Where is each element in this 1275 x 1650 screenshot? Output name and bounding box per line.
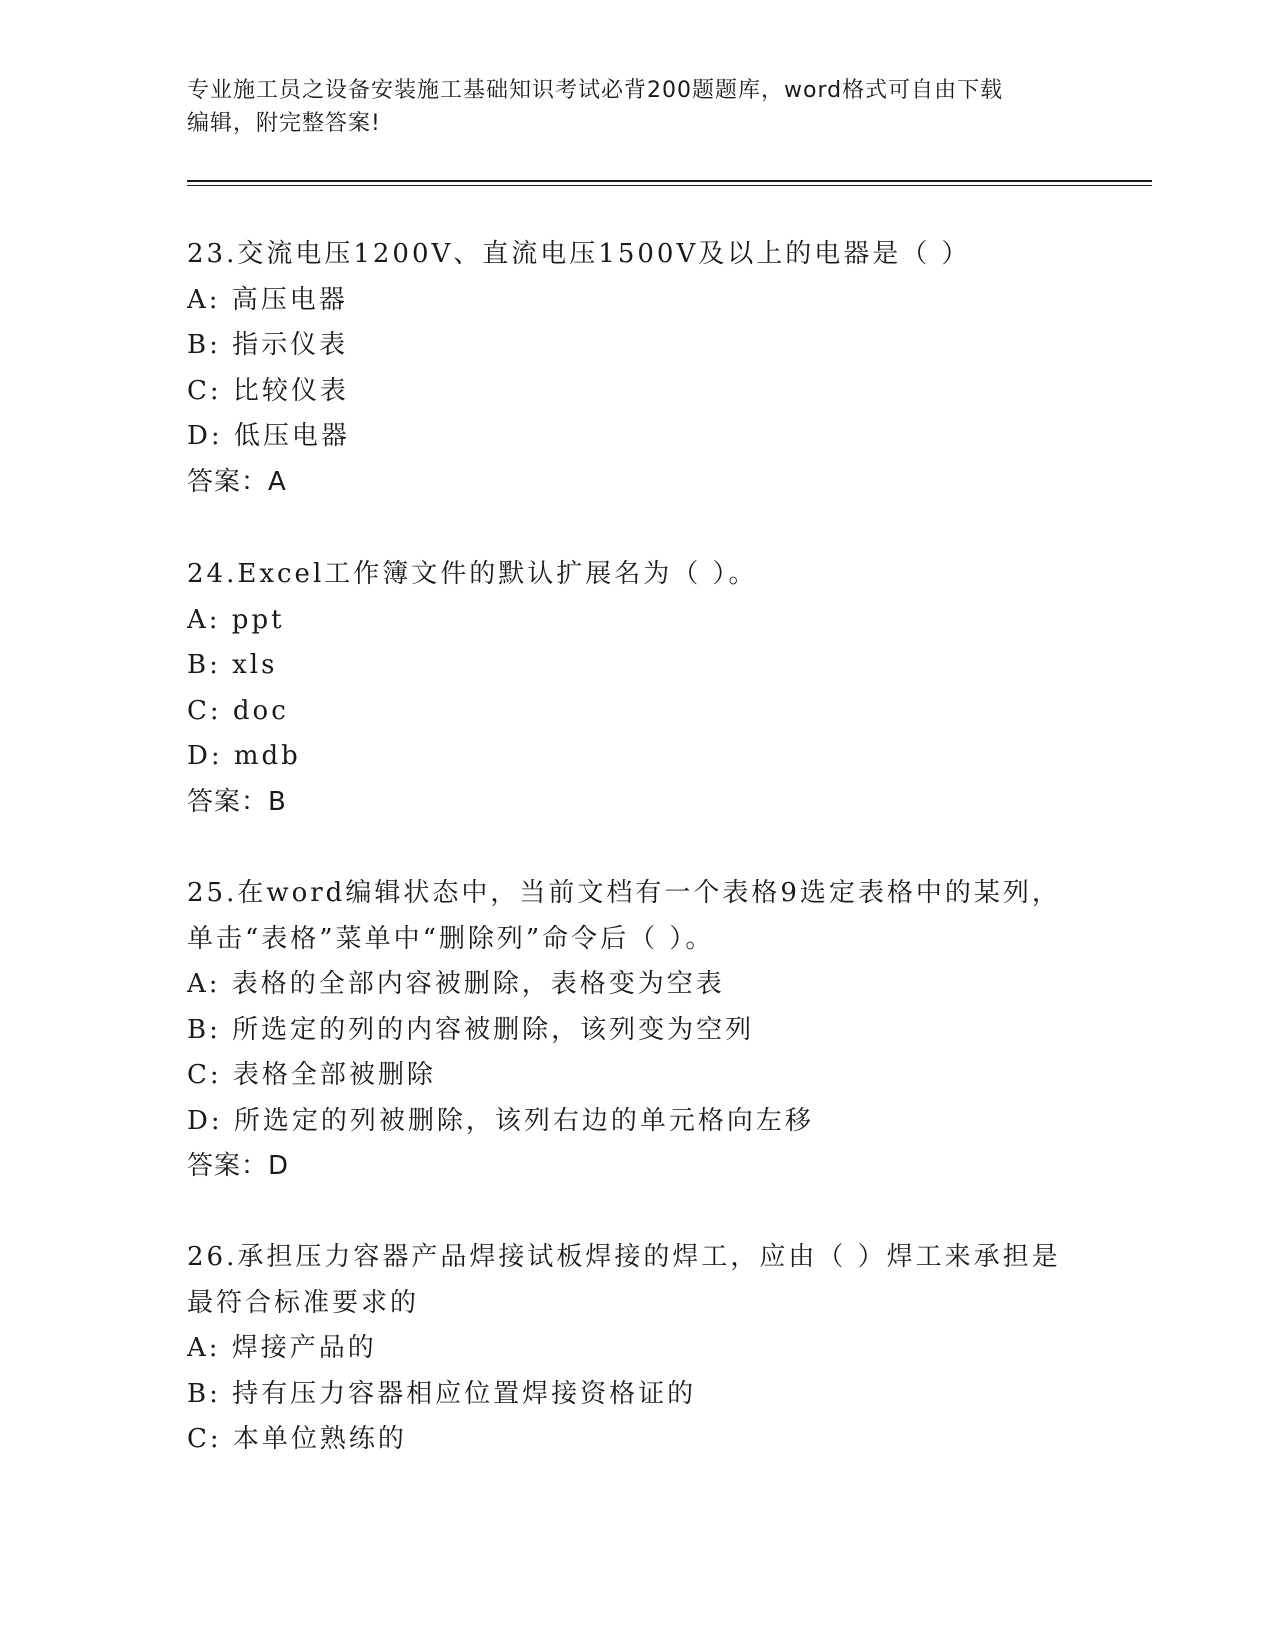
option-c: C: 表格全部被删除: [187, 1060, 436, 1090]
question-24: [187, 552, 1087, 825]
question-stem: 23.交流电压1200V、直流电压1500V及以上的电器是（ ）: [187, 239, 971, 269]
question-23: [187, 232, 1087, 505]
option-b: B: 指示仪表: [187, 330, 349, 360]
header-line-1: 专业施工员之设备安装施工基础知识考试必背200题题库，word格式可自由下载: [187, 78, 1004, 103]
option-d: D: 所选定的列被删除，该列右边的单元格向左移: [187, 1105, 814, 1136]
option-c: C: 比较仪表: [187, 375, 349, 406]
question-26: [187, 1235, 1087, 1463]
question-stem-line-1: 26.承担压力容器产品焊接试板焊接的焊工，应由（ ）焊工来承担是: [187, 1242, 1061, 1272]
option-d: D: 低压电器: [187, 421, 350, 451]
header-line-2: 编辑，附完整答案!: [187, 111, 381, 136]
answer: 答案：D: [187, 1151, 290, 1181]
option-a: A: 焊接产品的: [187, 1333, 377, 1363]
option-b: B: xls: [187, 650, 278, 680]
option-d: D: mdb: [187, 741, 301, 771]
answer: 答案：B: [187, 786, 287, 817]
option-b: B: 持有压力容器相应位置焊接资格证的: [187, 1378, 697, 1409]
header-divider-thick: [187, 180, 1152, 182]
document-header: [187, 74, 1087, 140]
question-stem: 24.Excel工作簿文件的默认扩展名为（ ）。: [187, 559, 758, 589]
question-stem-line-1: 25.在word编辑状态中，当前文档有一个表格9选定表格中的某列，: [187, 878, 1061, 908]
question-stem-line-2: 最符合标准要求的: [187, 1287, 420, 1318]
question-25: [187, 871, 1087, 1190]
header-divider-thin: [187, 185, 1152, 186]
option-a: A: 高压电器: [187, 284, 348, 315]
question-stem-line-2: 单击“表格”菜单中“删除列”命令后（ ）。: [187, 923, 715, 954]
option-c: C: 本单位熟练的: [187, 1424, 407, 1454]
answer: 答案：A: [187, 466, 287, 497]
option-a: A: 表格的全部内容被删除，表格变为空表: [187, 969, 725, 999]
option-a: A: ppt: [187, 604, 285, 635]
option-b: B: 所选定的列的内容被删除，该列变为空列: [187, 1014, 755, 1045]
option-c: C: doc: [187, 695, 289, 726]
